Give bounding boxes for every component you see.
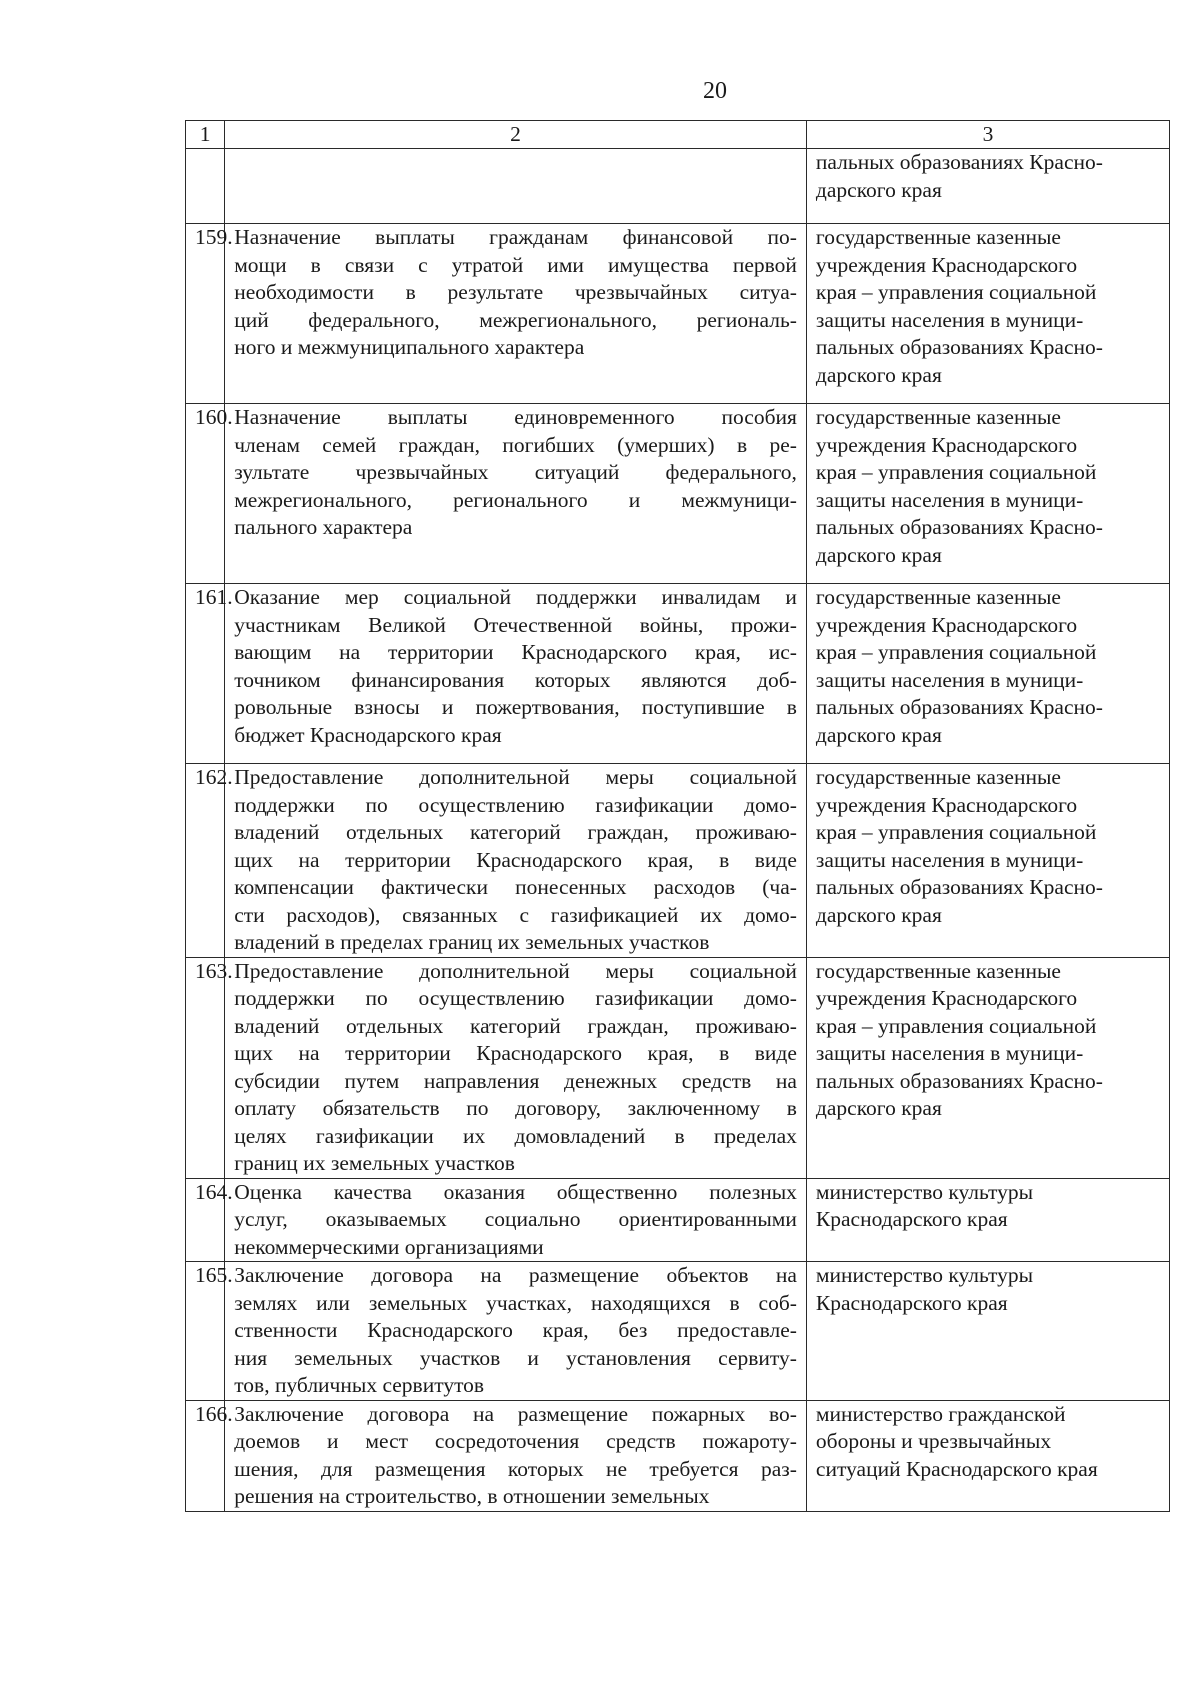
responsible-organization: государственные казенные учреждения Краснодарского края – управления социальной защиты населения в муници- пальных образованиях Красно- дарского края bbox=[806, 764, 1169, 958]
table-header-row bbox=[186, 121, 1170, 149]
service-description: Оценка качества оказания общественно полезных услуг, оказываемых социально ориентированными некоммерческими организациями bbox=[225, 1178, 807, 1262]
service-description bbox=[225, 149, 807, 224]
responsible-organization: государственные казенные учреждения Краснодарского края – управления социальной защиты населения в муници- пальных образованиях Красно- дарского края bbox=[806, 584, 1169, 764]
responsible-organization: пальных образованиях Красно- дарского края bbox=[806, 149, 1169, 224]
table-row bbox=[186, 149, 1170, 224]
table-body bbox=[186, 121, 1170, 1512]
responsible-organization: министерство гражданской обороны и чрезвычайных ситуаций Краснодарского края bbox=[806, 1400, 1169, 1511]
table-row bbox=[186, 957, 1170, 1178]
service-description: Предоставление дополнительной меры социальной поддержки по осуществлению газификации домо- владений отдельных категорий граждан, проживаю- щих на территории Краснодарского края, в виде компенсации фактически понесенных расходов (ча- сти расходов), связанных с газификацией их домо- владений в пределах границ их земельных участков bbox=[225, 764, 807, 958]
row-number: 165. bbox=[186, 1262, 225, 1401]
service-description: Предоставление дополнительной меры социальной поддержки по осуществлению газификации домо- владений отдельных категорий граждан, проживаю- щих на территории Краснодарского края, в виде субсидии путем направления денежных средств на оплату обязательств по договору, заключенному в целях газификации их домовладений в пределах границ их земельных участков bbox=[225, 957, 807, 1178]
responsible-organization: государственные казенные учреждения Краснодарского края – управления социальной защиты населения в муници- пальных образованиях Красно- дарского края bbox=[806, 404, 1169, 584]
column-header-2: 2 bbox=[225, 121, 807, 149]
row-number: 162. bbox=[186, 764, 225, 958]
responsible-organization: государственные казенные учреждения Краснодарского края – управления социальной защиты населения в муници- пальных образованиях Красно- дарского края bbox=[806, 224, 1169, 404]
service-description: Назначение выплаты единовременного пособия членам семей граждан, погибших (умерших) в ре- зультате чрезвычайных ситуаций федерального, межрегионального, регионального и межмуници- пального характера bbox=[225, 404, 807, 584]
service-description: Назначение выплаты гражданам финансовой по- мощи в связи с утратой ими имущества первой необходимости в результате чрезвычайных ситуа- ций федерального, межрегионального, региональ- ного и межмуниципального характера bbox=[225, 224, 807, 404]
row-number: 160. bbox=[186, 404, 225, 584]
services-table bbox=[185, 120, 1170, 1512]
table-row bbox=[186, 584, 1170, 764]
row-number: 159. bbox=[186, 224, 225, 404]
service-description: Заключение договора на размещение объектов на землях или земельных участках, находящихся в соб- ственности Краснодарского края, без предоставле- ния земельных участков и установления сервиту- тов, публичных сервитутов bbox=[225, 1262, 807, 1401]
responsible-organization: министерство культуры Краснодарского края bbox=[806, 1178, 1169, 1262]
row-number bbox=[186, 149, 225, 224]
row-number: 161. bbox=[186, 584, 225, 764]
row-number: 163. bbox=[186, 957, 225, 1178]
table-row bbox=[186, 224, 1170, 404]
responsible-organization: министерство культуры Краснодарского края bbox=[806, 1262, 1169, 1401]
table-row bbox=[186, 1400, 1170, 1511]
row-number: 166. bbox=[186, 1400, 225, 1511]
responsible-organization: государственные казенные учреждения Краснодарского края – управления социальной защиты населения в муници- пальных образованиях Красно- дарского края bbox=[806, 957, 1169, 1178]
column-header-1: 1 bbox=[186, 121, 225, 149]
table-row bbox=[186, 764, 1170, 958]
table-row bbox=[186, 404, 1170, 584]
service-description: Оказание мер социальной поддержки инвалидам и участникам Великой Отечественной войны, прожи- вающим на территории Краснодарского края, ис- точником финансирования которых являются доб- ровольные взносы и пожертвования, поступившие в бюджет Краснодарского края bbox=[225, 584, 807, 764]
service-description: Заключение договора на размещение пожарных во- доемов и мест сосредоточения средств пожароту- шения, для размещения которых не требуется раз- решения на строительство, в отношении земельных bbox=[225, 1400, 807, 1511]
page-number: 20 bbox=[703, 78, 727, 104]
row-number: 164. bbox=[186, 1178, 225, 1262]
table-row bbox=[186, 1178, 1170, 1262]
column-header-3: 3 bbox=[806, 121, 1169, 149]
table-row bbox=[186, 1262, 1170, 1401]
